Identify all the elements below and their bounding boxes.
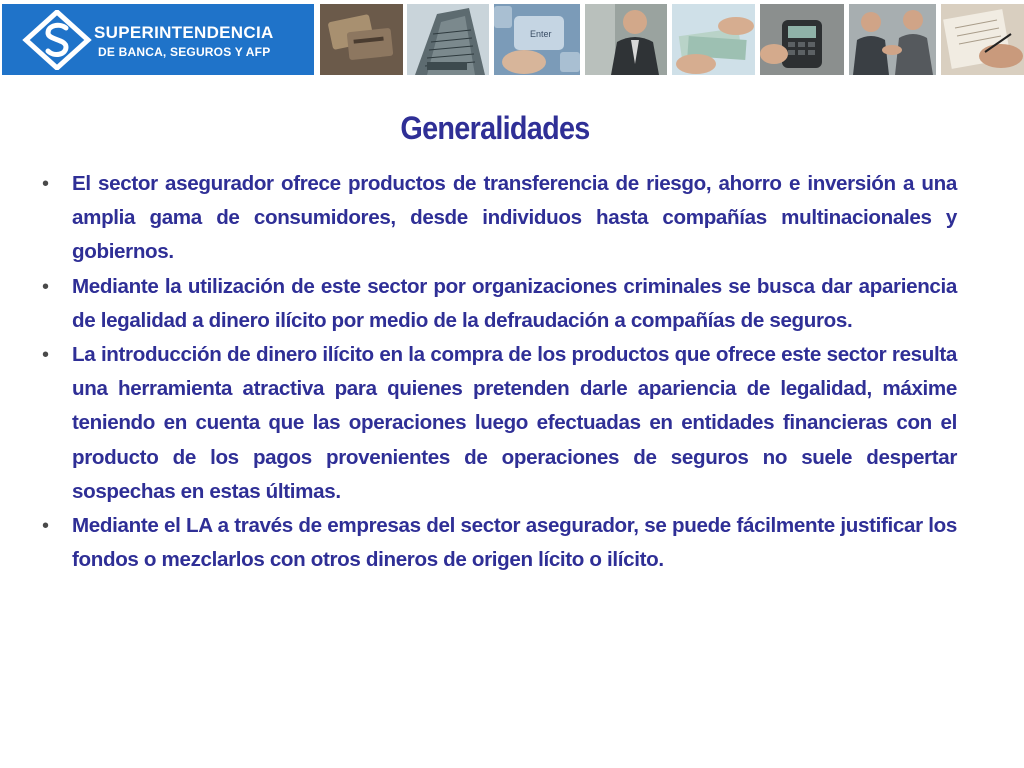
keyboard-enter-key-photo	[494, 4, 580, 75]
signing-document-photo	[941, 4, 1024, 75]
bullet-list	[42, 167, 957, 577]
bullet-text: Mediante la utilización de este sector por organizaciones criminales se busca dar apariencia de legalidad a dinero ilícito por medio de la defraudación a compañías de seguros.	[72, 274, 957, 332]
logo-title: SUPERINTENDENCIA	[94, 23, 274, 42]
money-hands-photo	[672, 4, 755, 75]
bullet-text: El sector asegurador ofrece productos de transferencia de riesgo, ahorro e inversión a una amplia gama de consumidores, desde individuos hasta compañías multinacionales y gobiernos.	[72, 172, 957, 264]
sbs-logo-icon	[22, 10, 92, 70]
header-banner	[0, 0, 1024, 76]
logo-subtitle: DE BANCA, SEGUROS Y AFP	[98, 45, 271, 59]
bullet-item	[42, 270, 957, 338]
bullet-marker: •	[42, 344, 50, 367]
bullet-text: La introducción de dinero ilícito en la compra de los productos que ofrece este sector resulta una herramienta atractiva para quienes pretenden darle apariencia de legalidad, máxime teniendo en cuenta que las operaciones luego efectuadas en entidades financieras con el producto de los pagos provenientes de operaciones de seguros no suele despertar sospechas en estas últimas.	[72, 343, 957, 503]
bullet-marker: •	[42, 275, 50, 298]
svg-text:Enter: Enter	[530, 29, 552, 39]
building-photo	[407, 4, 489, 75]
bullet-item	[42, 167, 957, 270]
bullet-marker: •	[42, 515, 50, 538]
bullet-marker: •	[42, 173, 50, 195]
credit-cards-photo	[320, 4, 403, 75]
bullet-item	[42, 338, 957, 509]
businessman-photo	[585, 4, 667, 75]
card-terminal-photo	[760, 4, 844, 75]
handshake-photo	[849, 4, 936, 75]
bullet-text: Mediante el LA a través de empresas del sector asegurador, se puede fácilmente justificar los fondos o mezclarlos con otros dineros de origen lícito o ilícito.	[72, 514, 957, 572]
slide-title: Generalidades	[400, 110, 590, 147]
logo-panel	[2, 4, 314, 75]
bullet-item	[42, 509, 957, 577]
